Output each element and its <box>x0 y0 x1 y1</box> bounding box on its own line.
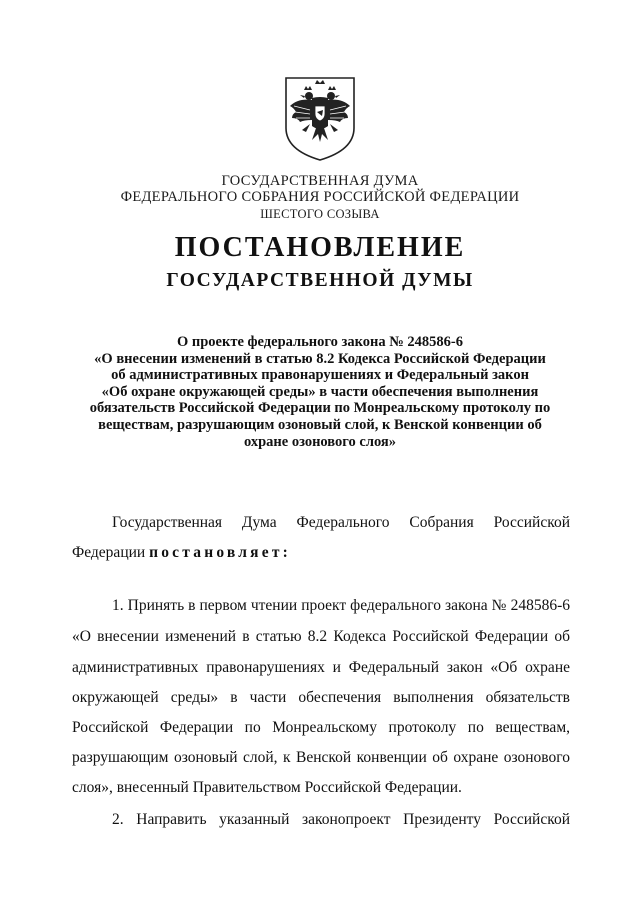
subject-line: «О внесении изменений в статью 8.2 Кодекса Российской Федерации <box>94 350 546 367</box>
intro-prefix: Федерации <box>72 544 150 561</box>
intro-line-1: Государственная Дума Федерального Собрания Российской <box>112 514 570 531</box>
item-1-line: слоя», внесенный Правительством Российской Федерации. <box>72 779 462 796</box>
subject-line: О проекте федерального закона № 248586-6 <box>176 334 464 350</box>
item-1-line: административных правонарушениях и Федеральный закон «Об охране <box>72 659 570 676</box>
convocation-line: ШЕСТОГО СОЗЫВА <box>260 207 380 221</box>
subject-line: об административных правонарушениях и Федеральный закон <box>111 367 529 384</box>
item-1-line: Российской Федерации по Монреальскому протоколу по веществам, <box>72 719 570 736</box>
org-name-line-1: ГОСУДАРСТВЕННАЯ ДУМА <box>221 173 419 189</box>
document-title: ПОСТАНОВЛЕНИЕ <box>174 232 466 263</box>
subject-line: обязательств Российской Федерации по Монреальскому протоколу по <box>89 400 551 417</box>
item-2-line: 2. Направить указанный законопроект Президенту Российской <box>112 811 570 828</box>
item-1-line: «О внесении изменений в статью 8.2 Кодекса Российской Федерации об <box>72 628 570 645</box>
document-subtitle: ГОСУДАРСТВЕННОЙ ДУМЫ <box>166 270 474 291</box>
intro-line-2 <box>72 544 570 562</box>
subject-line: охране озонового слоя» <box>243 433 397 450</box>
item-1-line: разрушающим озоновый слой, к Венской конвенции об охране озонового <box>72 749 570 766</box>
subject-line: «Об охране окружающей среды» в части обеспечения выполнения <box>101 383 539 400</box>
item-1-line: окружающей среды» в части обеспечения выполнения обязательств <box>72 689 570 706</box>
resolves-verb: постановляет: <box>149 544 291 561</box>
org-name-line-2: ФЕДЕРАЛЬНОГО СОБРАНИЯ РОССИЙСКОЙ ФЕДЕРАЦИИ <box>120 189 520 205</box>
subject-line: веществам, разрушающим озоновый слой, к Венской конвенции об <box>98 416 542 433</box>
item-1-line: 1. Принять в первом чтении проект федерального закона № 248586-6 <box>112 597 570 614</box>
resolution-subject <box>80 334 560 450</box>
coat-of-arms-icon <box>282 76 358 162</box>
